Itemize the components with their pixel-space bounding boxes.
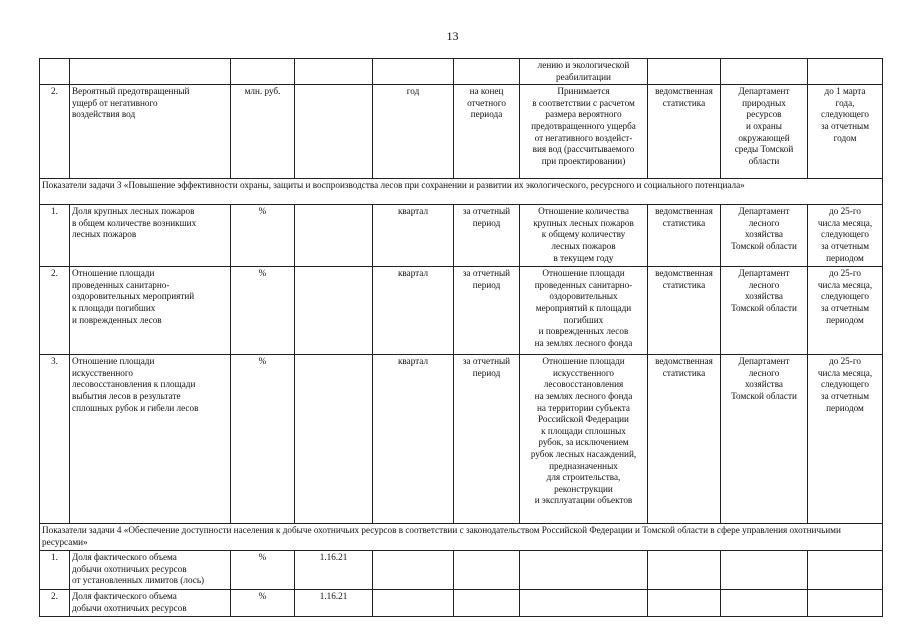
time-characteristic-cell <box>454 551 520 590</box>
row-number-cell: 2. <box>40 85 70 179</box>
responsible-cell: Департамент природных ресурсов и охраны окружающей среды Томской области <box>721 85 808 179</box>
unit-cell: % <box>231 551 295 590</box>
periodicity-cell: квартал <box>373 355 454 524</box>
code-cell <box>295 267 373 355</box>
responsible-cell: Департамент лесного хозяйства Томской области <box>721 355 808 524</box>
unit-cell: млн. руб. <box>231 85 295 179</box>
code-cell <box>295 355 373 524</box>
data-source-cell <box>648 551 721 590</box>
table-row <box>40 267 883 355</box>
data-source-cell: ведомственная статистика <box>648 85 721 179</box>
row-number-cell: 2. <box>40 590 70 617</box>
section-4-title: Показатели задачи 4 «Обеспечение доступности населения к добыче охотничьих ресурсов в соответствии с законодательством Российской Федерации и Томской области в сфере управления охотничьими ресурсами» <box>40 524 883 551</box>
deadline-cell: до 25-го числа месяца, следующего за отчетным периодом <box>808 267 883 355</box>
periodicity-cell: квартал <box>373 205 454 267</box>
periodicity-cell <box>373 551 454 590</box>
periodicity-cell <box>373 590 454 617</box>
row-number-cell: 1. <box>40 205 70 267</box>
calculation-method-cell: Отношение количества крупных лесных пожаров к общему количеству лесных пожаров в текущем году <box>520 205 648 267</box>
code-cell <box>295 205 373 267</box>
table-row <box>40 590 883 617</box>
deadline-cell: до 1 марта года, следующего за отчетным годом <box>808 85 883 179</box>
row-number-cell: 3. <box>40 355 70 524</box>
row-number-cell: 1. <box>40 551 70 590</box>
code-cell: 1.16.21 <box>295 590 373 617</box>
calculation-method-cell: Отношение площади искусственного лесовосстановления на землях лесного фонда на территории субъекта Российской Федерации к площади сплошных рубок, за исключением рубок лесных насаждений, предназначенных для строительства, реконструкции и эксплуатации объектов <box>520 355 648 524</box>
data-source-cell: ведомственная статистика <box>648 355 721 524</box>
page-number: 13 <box>446 29 459 43</box>
indicators-table <box>39 58 883 617</box>
time-characteristic-cell: на конец отчетного периода <box>454 85 520 179</box>
indicator-name-cell: Доля фактического объема добычи охотничьих ресурсов <box>70 590 231 617</box>
unit-cell: % <box>231 355 295 524</box>
table-row <box>40 551 883 590</box>
deadline-cell: до 25-го числа месяца, следующего за отчетным периодом <box>808 355 883 524</box>
indicator-name-cell: Отношение площади проведенных санитарно- оздоровительных мероприятий к площади погибших и поврежденных лесов <box>70 267 231 355</box>
table-row <box>40 355 883 524</box>
section-3-title: Показатели задачи 3 «Повышение эффективности охраны, защиты и воспроизводства лесов при сохранении и развитии их экологического, ресурсного и социального потенциала» <box>40 179 883 205</box>
indicator-name-cell: Доля крупных лесных пожаров в общем количестве возникших лесных пожаров <box>70 205 231 267</box>
time-characteristic-cell <box>454 590 520 617</box>
time-characteristic-cell: за отчетный период <box>454 205 520 267</box>
section-header-row <box>40 524 883 551</box>
deadline-cell <box>808 590 883 617</box>
unit-cell: % <box>231 590 295 617</box>
calculation-method-cell <box>520 551 648 590</box>
responsible-cell: Департамент лесного хозяйства Томской области <box>721 205 808 267</box>
responsible-cell <box>721 590 808 617</box>
data-source-cell: ведомственная статистика <box>648 267 721 355</box>
deadline-cell <box>808 551 883 590</box>
indicator-name-cell: Отношение площади искусственного лесовосстановления к площади выбытия лесов в результате сплошных рубок и гибели лесов <box>70 355 231 524</box>
section-header-row <box>40 179 883 205</box>
periodicity-cell: квартал <box>373 267 454 355</box>
indicator-name-cell: Вероятный предотвращенный ущерб от негативного воздействия вод <box>70 85 231 179</box>
code-cell <box>295 85 373 179</box>
periodicity-cell: год <box>373 85 454 179</box>
time-characteristic-cell: за отчетный период <box>454 355 520 524</box>
unit-cell: % <box>231 205 295 267</box>
calculation-method-cell: Принимается в соответствии с расчетом размера вероятного предотвращенного ущерба от негативного воздейст- вия вод (рассчитываемого при проектировании) <box>520 85 648 179</box>
indicator-name-cell: Доля фактического объема добычи охотничьих ресурсов от установленных лимитов (лось) <box>70 551 231 590</box>
unit-cell: % <box>231 267 295 355</box>
responsible-cell <box>721 551 808 590</box>
time-characteristic-cell: за отчетный период <box>454 267 520 355</box>
carryover-method-cell: лению и экологической реабилитации <box>520 59 648 85</box>
table-row <box>40 205 883 267</box>
row-number-cell: 2. <box>40 267 70 355</box>
carryover-row <box>40 59 883 85</box>
calculation-method-cell: Отношение площади проведенных санитарно- оздоровительных мероприятий к площади погибших и поврежденных лесов на землях лесного фонда <box>520 267 648 355</box>
table-row <box>40 85 883 179</box>
data-source-cell: ведомственная статистика <box>648 205 721 267</box>
deadline-cell: до 25-го числа месяца, следующего за отчетным периодом <box>808 205 883 267</box>
data-source-cell <box>648 590 721 617</box>
code-cell: 1.16.21 <box>295 551 373 590</box>
calculation-method-cell <box>520 590 648 617</box>
responsible-cell: Департамент лесного хозяйства Томской области <box>721 267 808 355</box>
